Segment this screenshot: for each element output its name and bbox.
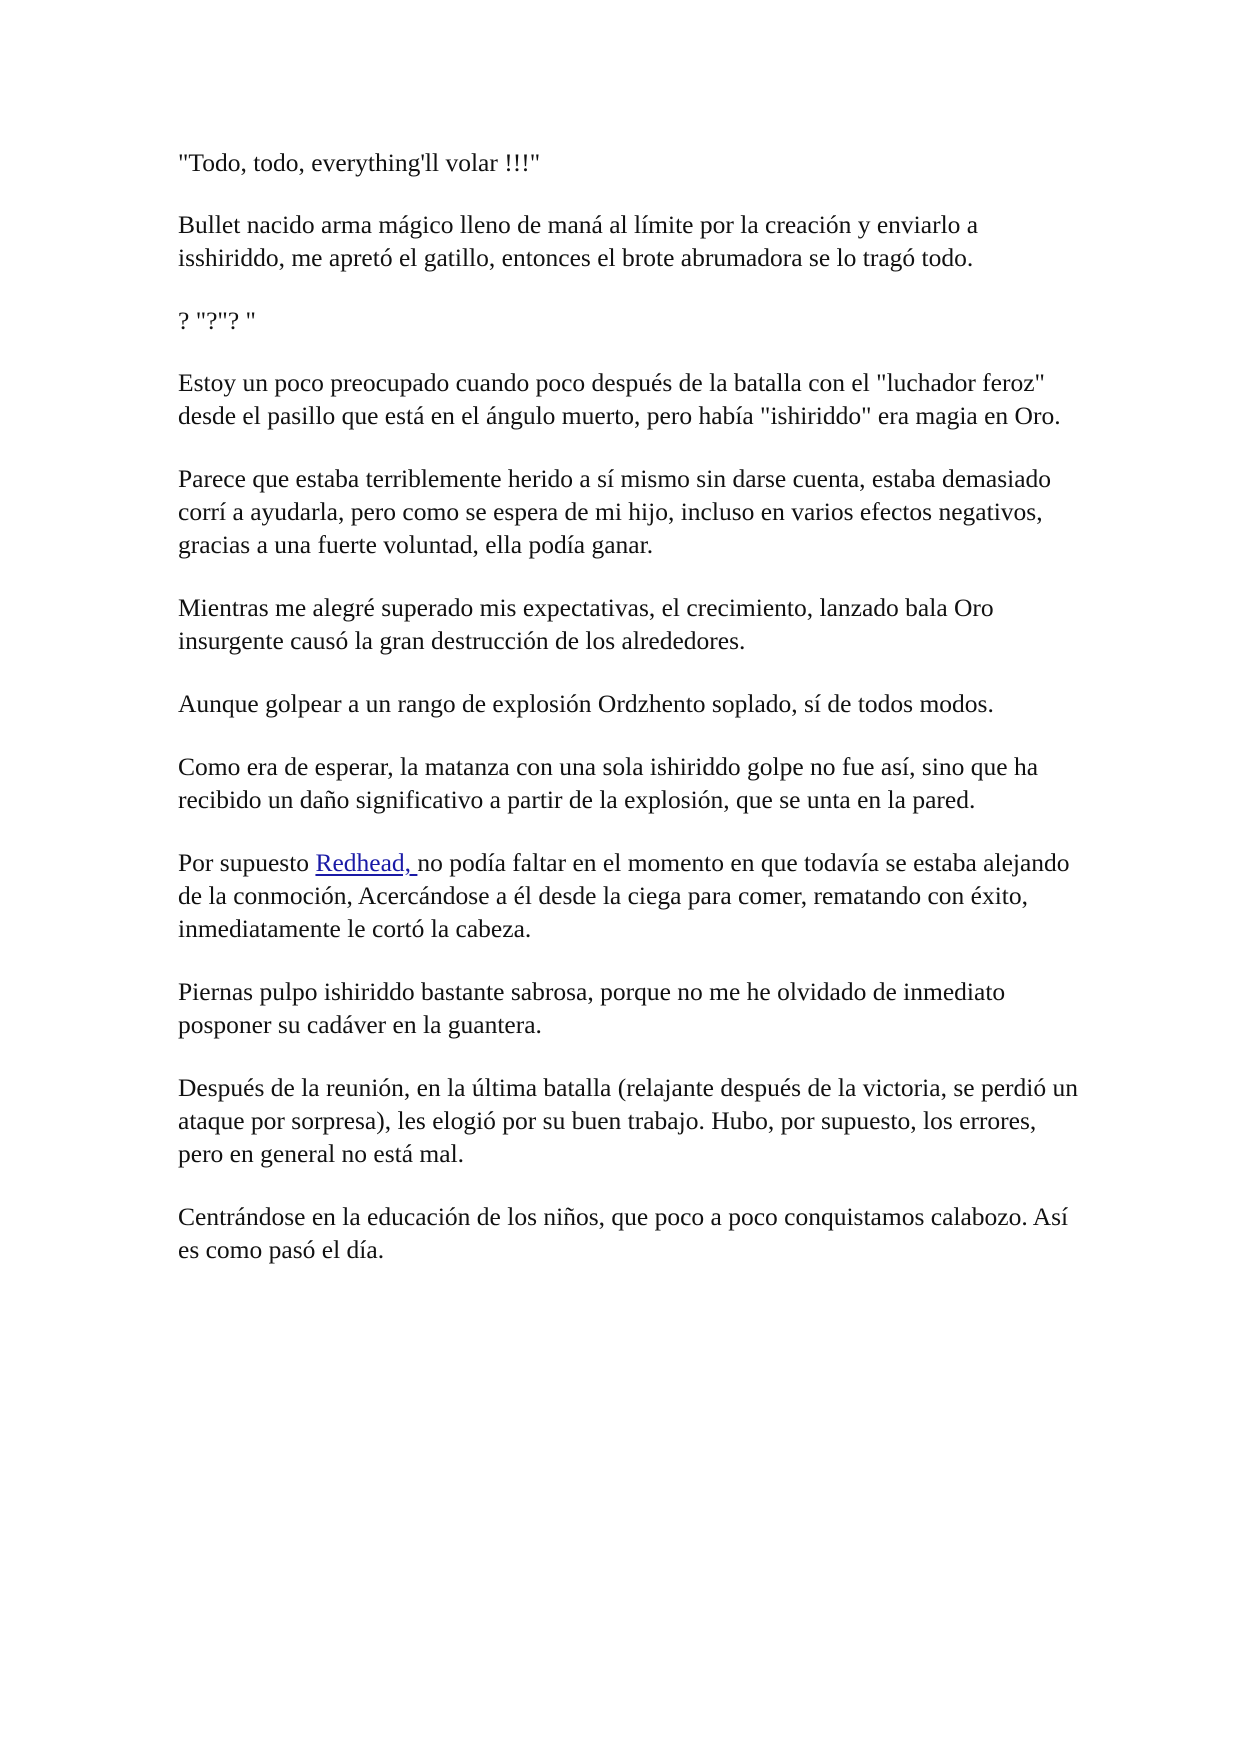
paragraph-9-lead: Por supuesto bbox=[178, 848, 316, 877]
paragraph-10: Piernas pulpo ishiriddo bastante sabrosa, porque no me he olvidado de inmediato posponer su cadáver en la guantera. bbox=[178, 977, 1006, 1039]
redhead-link[interactable]: Redhead, bbox=[315, 848, 418, 877]
paragraph-5: Parece que estaba terriblemente herido a sí mismo sin darse cuenta, estaba demasiado corrí a ayudarla, pero como se espera de mi hijo, incluso en varios efectos negativos, gracias a una fuerte voluntad, ella podía ganar. bbox=[178, 464, 1052, 559]
paragraph-1: "Todo, todo, everything'll volar !!!" bbox=[178, 148, 541, 177]
paragraph-12: Centrándose en la educación de los niños, que poco a poco conquistamos calabozo. Así es como pasó el día. bbox=[178, 1202, 1069, 1264]
paragraph-3: ? "?"? " bbox=[178, 306, 256, 335]
paragraph-9-rest: no podía faltar en el momento en que todavía se estaba alejando de la conmoción, Acercándose a él desde la ciega para comer, rematando con éxito, inmediatamente le cortó la cabeza. bbox=[178, 848, 1070, 943]
paragraph-7: Aunque golpear a un rango de explosión Ordzhento soplado, sí de todos modos. bbox=[178, 689, 994, 718]
paragraph-6: Mientras me alegré superado mis expectativas, el crecimiento, lanzado bala Oro insurgente causó la gran destrucción de los alrededores. bbox=[178, 593, 994, 655]
document-body bbox=[178, 146, 1078, 1296]
paragraph-2: Bullet nacido arma mágico lleno de maná al límite por la creación y enviarlo a isshiriddo, me apretó el gatillo, entonces el brote abrumadora se lo tragó todo. bbox=[178, 210, 979, 272]
paragraph-8: Como era de esperar, la matanza con una sola ishiriddo golpe no fue así, sino que ha recibido un daño significativo a partir de la explosión, que se unta en la pared. bbox=[178, 752, 1039, 814]
paragraph-11: Después de la reunión, en la última batalla (relajante después de la victoria, se perdió un ataque por sorpresa), les elogió por su buen trabajo. Hubo, por supuesto, los errores, pero en general no está mal. bbox=[178, 1073, 1078, 1168]
paragraph-9 bbox=[178, 846, 1078, 945]
paragraph-4: Estoy un poco preocupado cuando poco después de la batalla con el "luchador feroz" desde el pasillo que está en el ángulo muerto, pero había "ishiriddo" era magia en Oro. bbox=[178, 368, 1061, 430]
